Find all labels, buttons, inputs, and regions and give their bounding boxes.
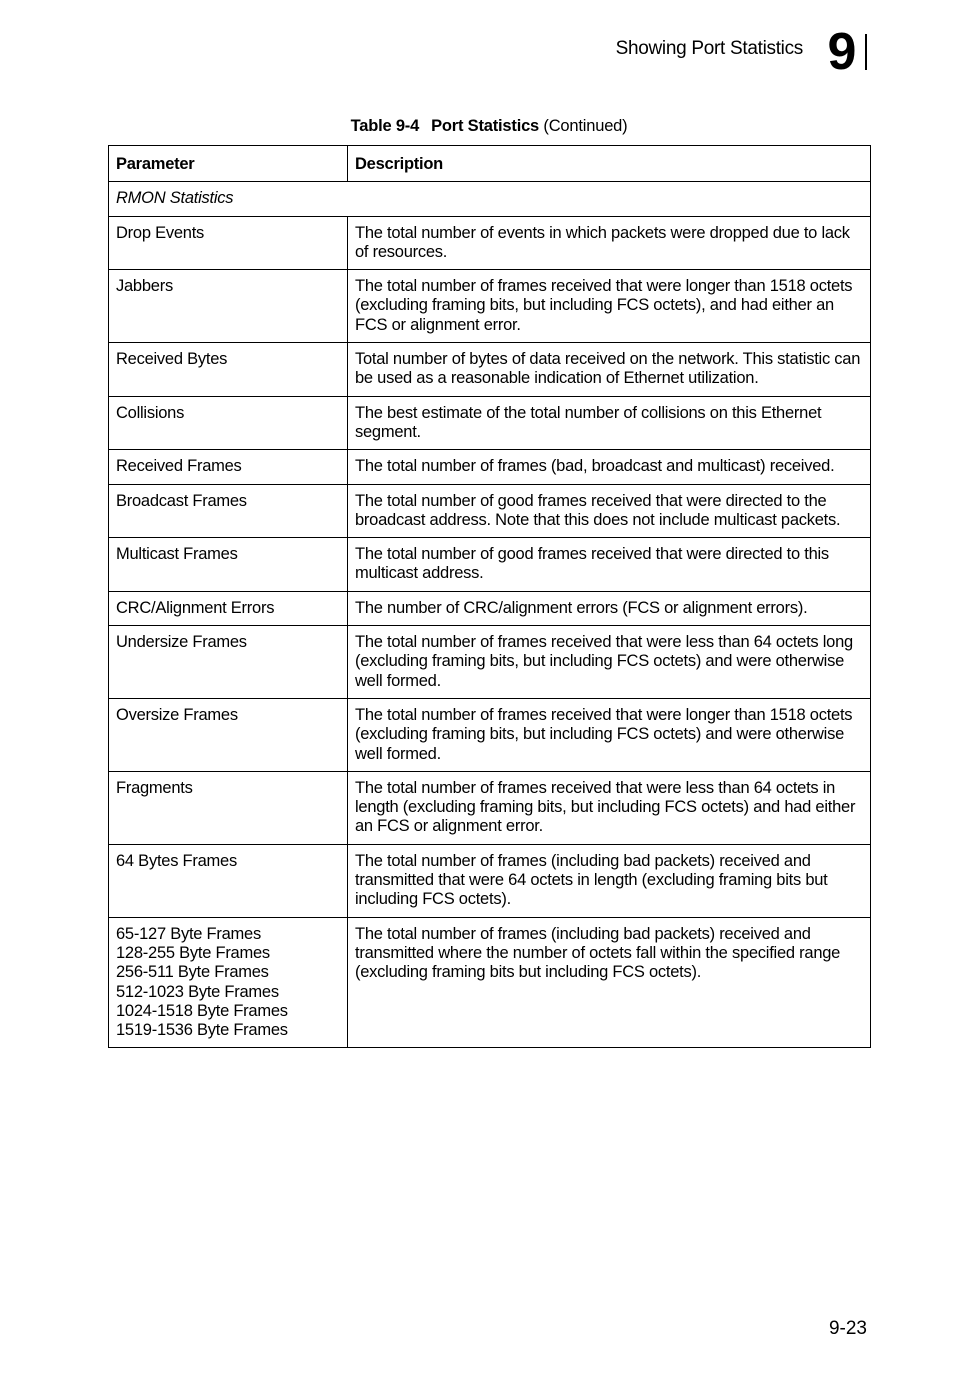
table-row [109, 591, 871, 625]
table-row [109, 698, 871, 771]
row-parameter: Multicast Frames [109, 538, 348, 592]
table-caption-suffix: (Continued) [543, 117, 628, 135]
table-row [109, 396, 871, 450]
row-parameter: Received Bytes [109, 343, 348, 397]
row-parameter: 64 Bytes Frames [109, 844, 348, 917]
running-title: Showing Port Statistics [615, 38, 803, 59]
table-row [109, 484, 871, 538]
page-number: 9-23 [828, 1318, 867, 1339]
row-parameter: Received Frames [109, 450, 348, 484]
table-row [109, 626, 871, 699]
table-caption-title: Port Statistics [431, 117, 540, 135]
table-row [109, 450, 871, 484]
table-row [109, 771, 871, 844]
row-description: The total number of frames (including bad packets) received and transmitted that were 64 octets in length (excluding framing bits but including FCS octets). [348, 844, 871, 917]
row-description: The total number of frames (including bad packets) received and transmitted where the number of octets fall within the specified range (excluding framing bits but including FCS octets). [348, 917, 871, 1048]
header-description: Description [348, 146, 871, 182]
range-parameter: 512-1023 Byte Frames [116, 982, 279, 1001]
row-parameter: Undersize Frames [109, 626, 348, 699]
row-parameter: CRC/Alignment Errors [109, 591, 348, 625]
table-row [109, 917, 871, 1048]
row-parameter: Jabbers [109, 270, 348, 343]
table-caption [108, 117, 870, 136]
row-description: The total number of frames (bad, broadcast and multicast) received. [348, 450, 871, 484]
range-parameter: 1519-1536 Byte Frames [116, 1021, 288, 1040]
table-row [109, 216, 871, 270]
range-parameter: 256-511 Byte Frames [116, 963, 269, 982]
chapter-number: 9 [827, 23, 857, 81]
row-description: The total number of good frames received that were directed to the broadcast address. Note that this does not include multicast packets. [348, 484, 871, 538]
table-row [109, 343, 871, 397]
chapter-divider [865, 34, 867, 70]
row-parameter: Collisions [109, 396, 348, 450]
table-row [109, 844, 871, 917]
table-caption-label: Table 9-4 [350, 117, 420, 135]
section-label: RMON Statistics [109, 182, 871, 216]
table-row [109, 538, 871, 592]
row-description: The total number of frames received that were longer than 1518 octets (excluding framing bits, but including FCS octets), and had either an FCS or alignment error. [348, 270, 871, 343]
port-statistics-table [108, 145, 871, 1048]
row-description: The total number of frames received that were longer than 1518 octets (excluding framing bits, but including FCS octets) and were otherwise well formed. [348, 698, 871, 771]
table-row [109, 270, 871, 343]
row-description: The best estimate of the total number of collisions on this Ethernet segment. [348, 396, 871, 450]
header-parameter: Parameter [109, 146, 348, 182]
row-description: The number of CRC/alignment errors (FCS or alignment errors). [348, 591, 871, 625]
range-parameter: 1024-1518 Byte Frames [116, 1001, 288, 1020]
row-parameter-ranges [109, 917, 348, 1048]
range-parameter: 128-255 Byte Frames [116, 943, 270, 962]
row-description: The total number of frames received that were less than 64 octets in length (excluding framing bits, but including FCS octets) and had either an FCS or alignment error. [348, 771, 871, 844]
row-description: The total number of events in which packets were dropped due to lack of resources. [348, 216, 871, 270]
row-parameter: Oversize Frames [109, 698, 348, 771]
row-description: The total number of frames received that were less than 64 octets long (excluding framing bits, but including FCS octets) and were otherwise well formed. [348, 626, 871, 699]
row-parameter: Drop Events [109, 216, 348, 270]
table-header-row [109, 146, 871, 182]
range-parameter: 65-127 Byte Frames [116, 924, 261, 943]
row-parameter: Fragments [109, 771, 348, 844]
row-description: The total number of good frames received that were directed to this multicast address. [348, 538, 871, 592]
row-description: Total number of bytes of data received on the network. This statistic can be used as a reasonable indication of Ethernet utilization. [348, 343, 871, 397]
section-row [109, 182, 871, 216]
row-parameter: Broadcast Frames [109, 484, 348, 538]
